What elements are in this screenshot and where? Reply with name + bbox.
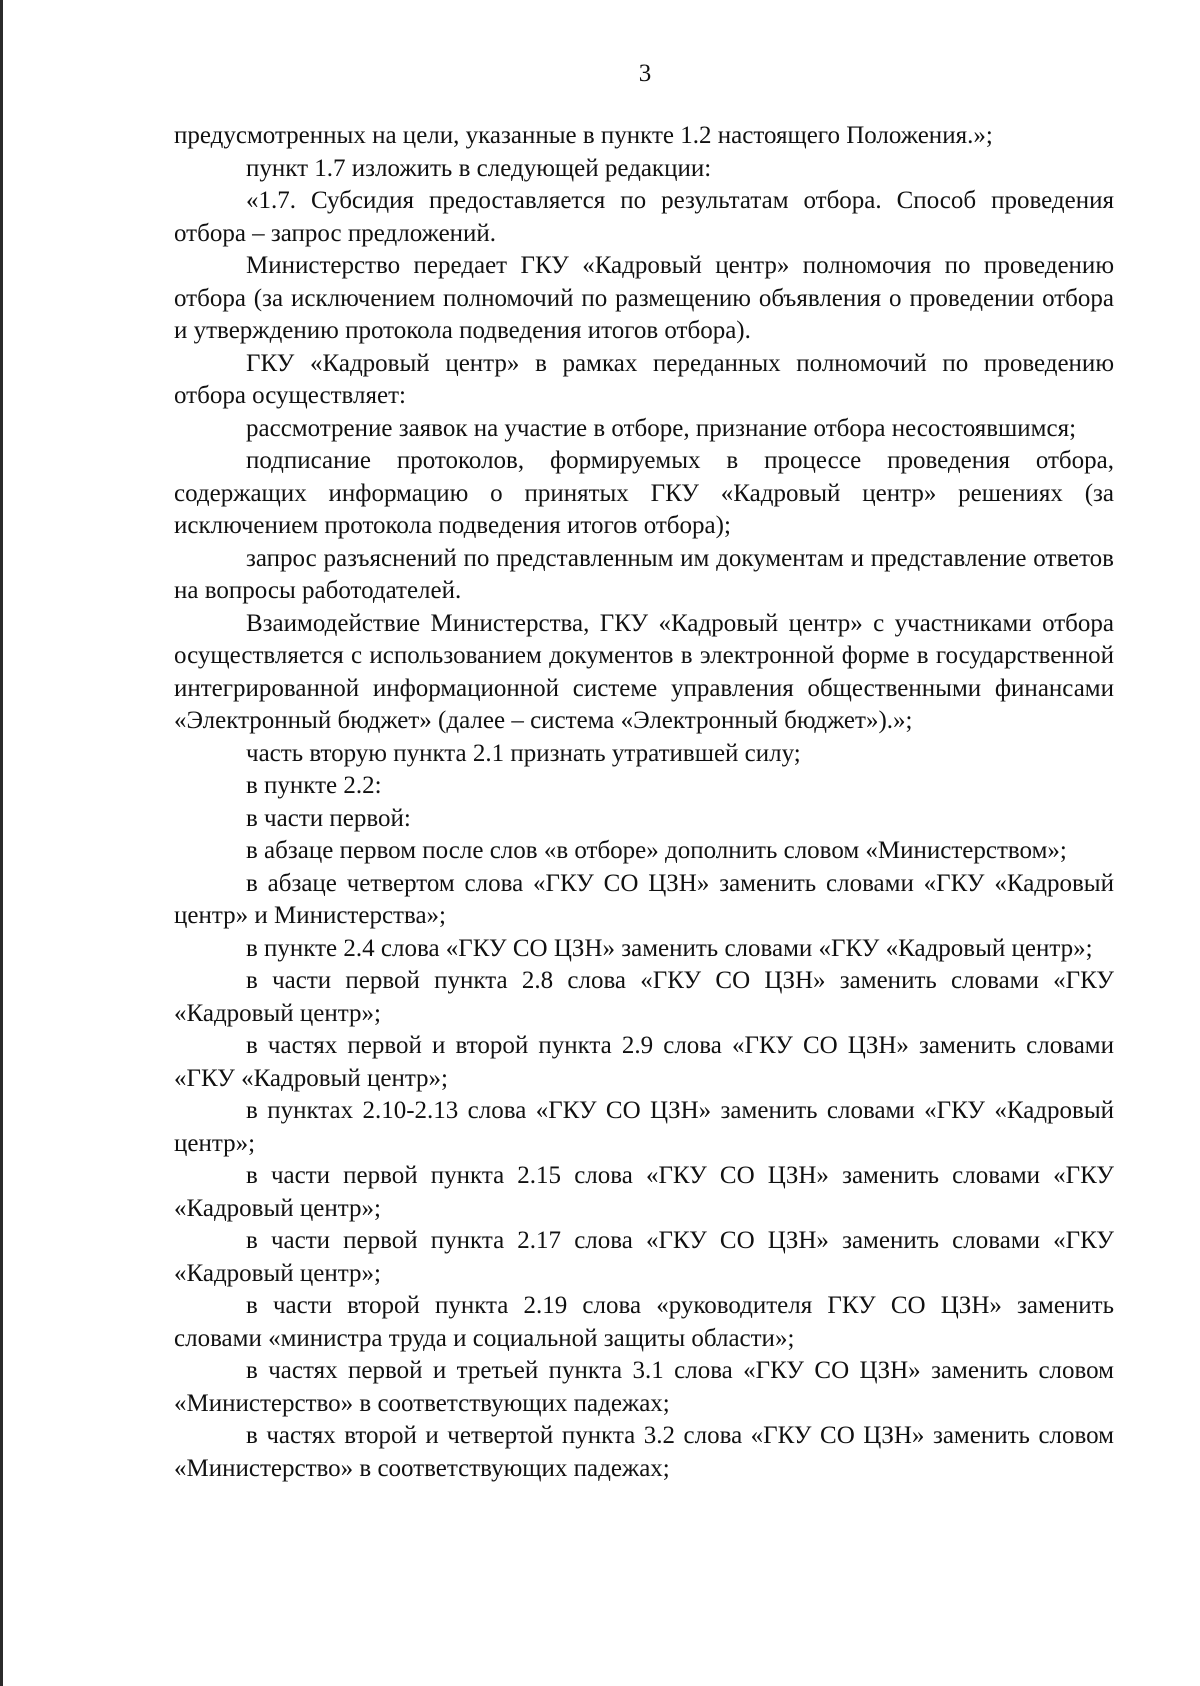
paragraph: пункт 1.7 изложить в следующей редакции: [246,154,712,182]
paragraph: предусмотренных на цели, указанные в пункте 1.2 настоящего Положения.»; [174,122,993,149]
paragraph: Министерство передает ГКУ «Кадровый центр» полномочия по проведению отбора (за исключением полномочий по размещению объявления о проведении отбора и утверждению протокола подведения итогов отбора). [174,252,1114,344]
paragraph: в абзаце четвертом слова «ГКУ СО ЦЗН» заменить словами «ГКУ «Кадровый центр» и Министерства»; [174,869,1114,929]
scan-edge [0,0,3,1686]
paragraph: рассмотрение заявок на участие в отборе, признание отбора несостоявшимся; [246,414,1077,442]
paragraph: часть вторую пункта 2.1 признать утратившей силу; [246,739,801,767]
paragraph: в частях второй и четвертой пункта 3.2 слова «ГКУ СО ЦЗН» заменить словом «Министерство» в соответствующих падежах; [174,1422,1114,1482]
paragraph: в пунктах 2.10-2.13 слова «ГКУ СО ЦЗН» заменить словами «ГКУ «Кадровый центр»; [174,1097,1114,1157]
paragraph: в абзаце первом после слов «в отборе» дополнить словом «Министерством»; [246,837,1067,864]
paragraph: запрос разъяснений по представленным им документам и представление ответов на вопросы работодателей. [174,544,1114,604]
paragraph: в части второй пункта 2.19 слова «руководителя ГКУ СО ЦЗН» заменить словами «министра труда и социальной защиты области»; [174,1292,1114,1352]
paragraph: в части первой пункта 2.8 слова «ГКУ СО ЦЗН» заменить словами «ГКУ «Кадровый центр»; [174,967,1114,1027]
paragraph: в части первой пункта 2.17 слова «ГКУ СО ЦЗН» заменить словами «ГКУ «Кадровый центр»; [174,1227,1114,1287]
paragraph: «1.7. Субсидия предоставляется по результатам отбора. Способ проведения отбора – запрос предложений. [174,187,1114,247]
page-number: 3 [638,60,652,87]
document-body [174,120,1114,1485]
paragraph: в пункте 2.4 слова «ГКУ СО ЦЗН» заменить словами «ГКУ «Кадровый центр»; [246,934,1093,962]
paragraph: ГКУ «Кадровый центр» в рамках переданных полномочий по проведению отбора осуществляет: [174,349,1114,409]
paragraph: в частях первой и третьей пункта 3.1 слова «ГКУ СО ЦЗН» заменить словом «Министерство» в соответствующих падежах; [174,1357,1114,1417]
paragraph: подписание протоколов, формируемых в процессе проведения отбора, содержащих информацию о принятых ГКУ «Кадровый центр» решениях (за исключением протокола подведения итогов отбора); [174,447,1114,539]
paragraph: в частях первой и второй пункта 2.9 слова «ГКУ СО ЦЗН» заменить словами «ГКУ «Кадровый центр»; [174,1032,1114,1092]
paragraph: в пункте 2.2: [246,772,382,799]
paragraph: Взаимодействие Министерства, ГКУ «Кадровый центр» с участниками отбора осуществляется с использованием документов в электронной форме в государственной интегрированной информационной системе управления общественными финансами «Электронный бюджет» (далее – система «Электронный бюджет»).»; [174,609,1114,734]
paragraph: в части первой: [246,804,411,832]
paragraph: в части первой пункта 2.15 слова «ГКУ СО ЦЗН» заменить словами «ГКУ «Кадровый центр»; [174,1162,1114,1222]
